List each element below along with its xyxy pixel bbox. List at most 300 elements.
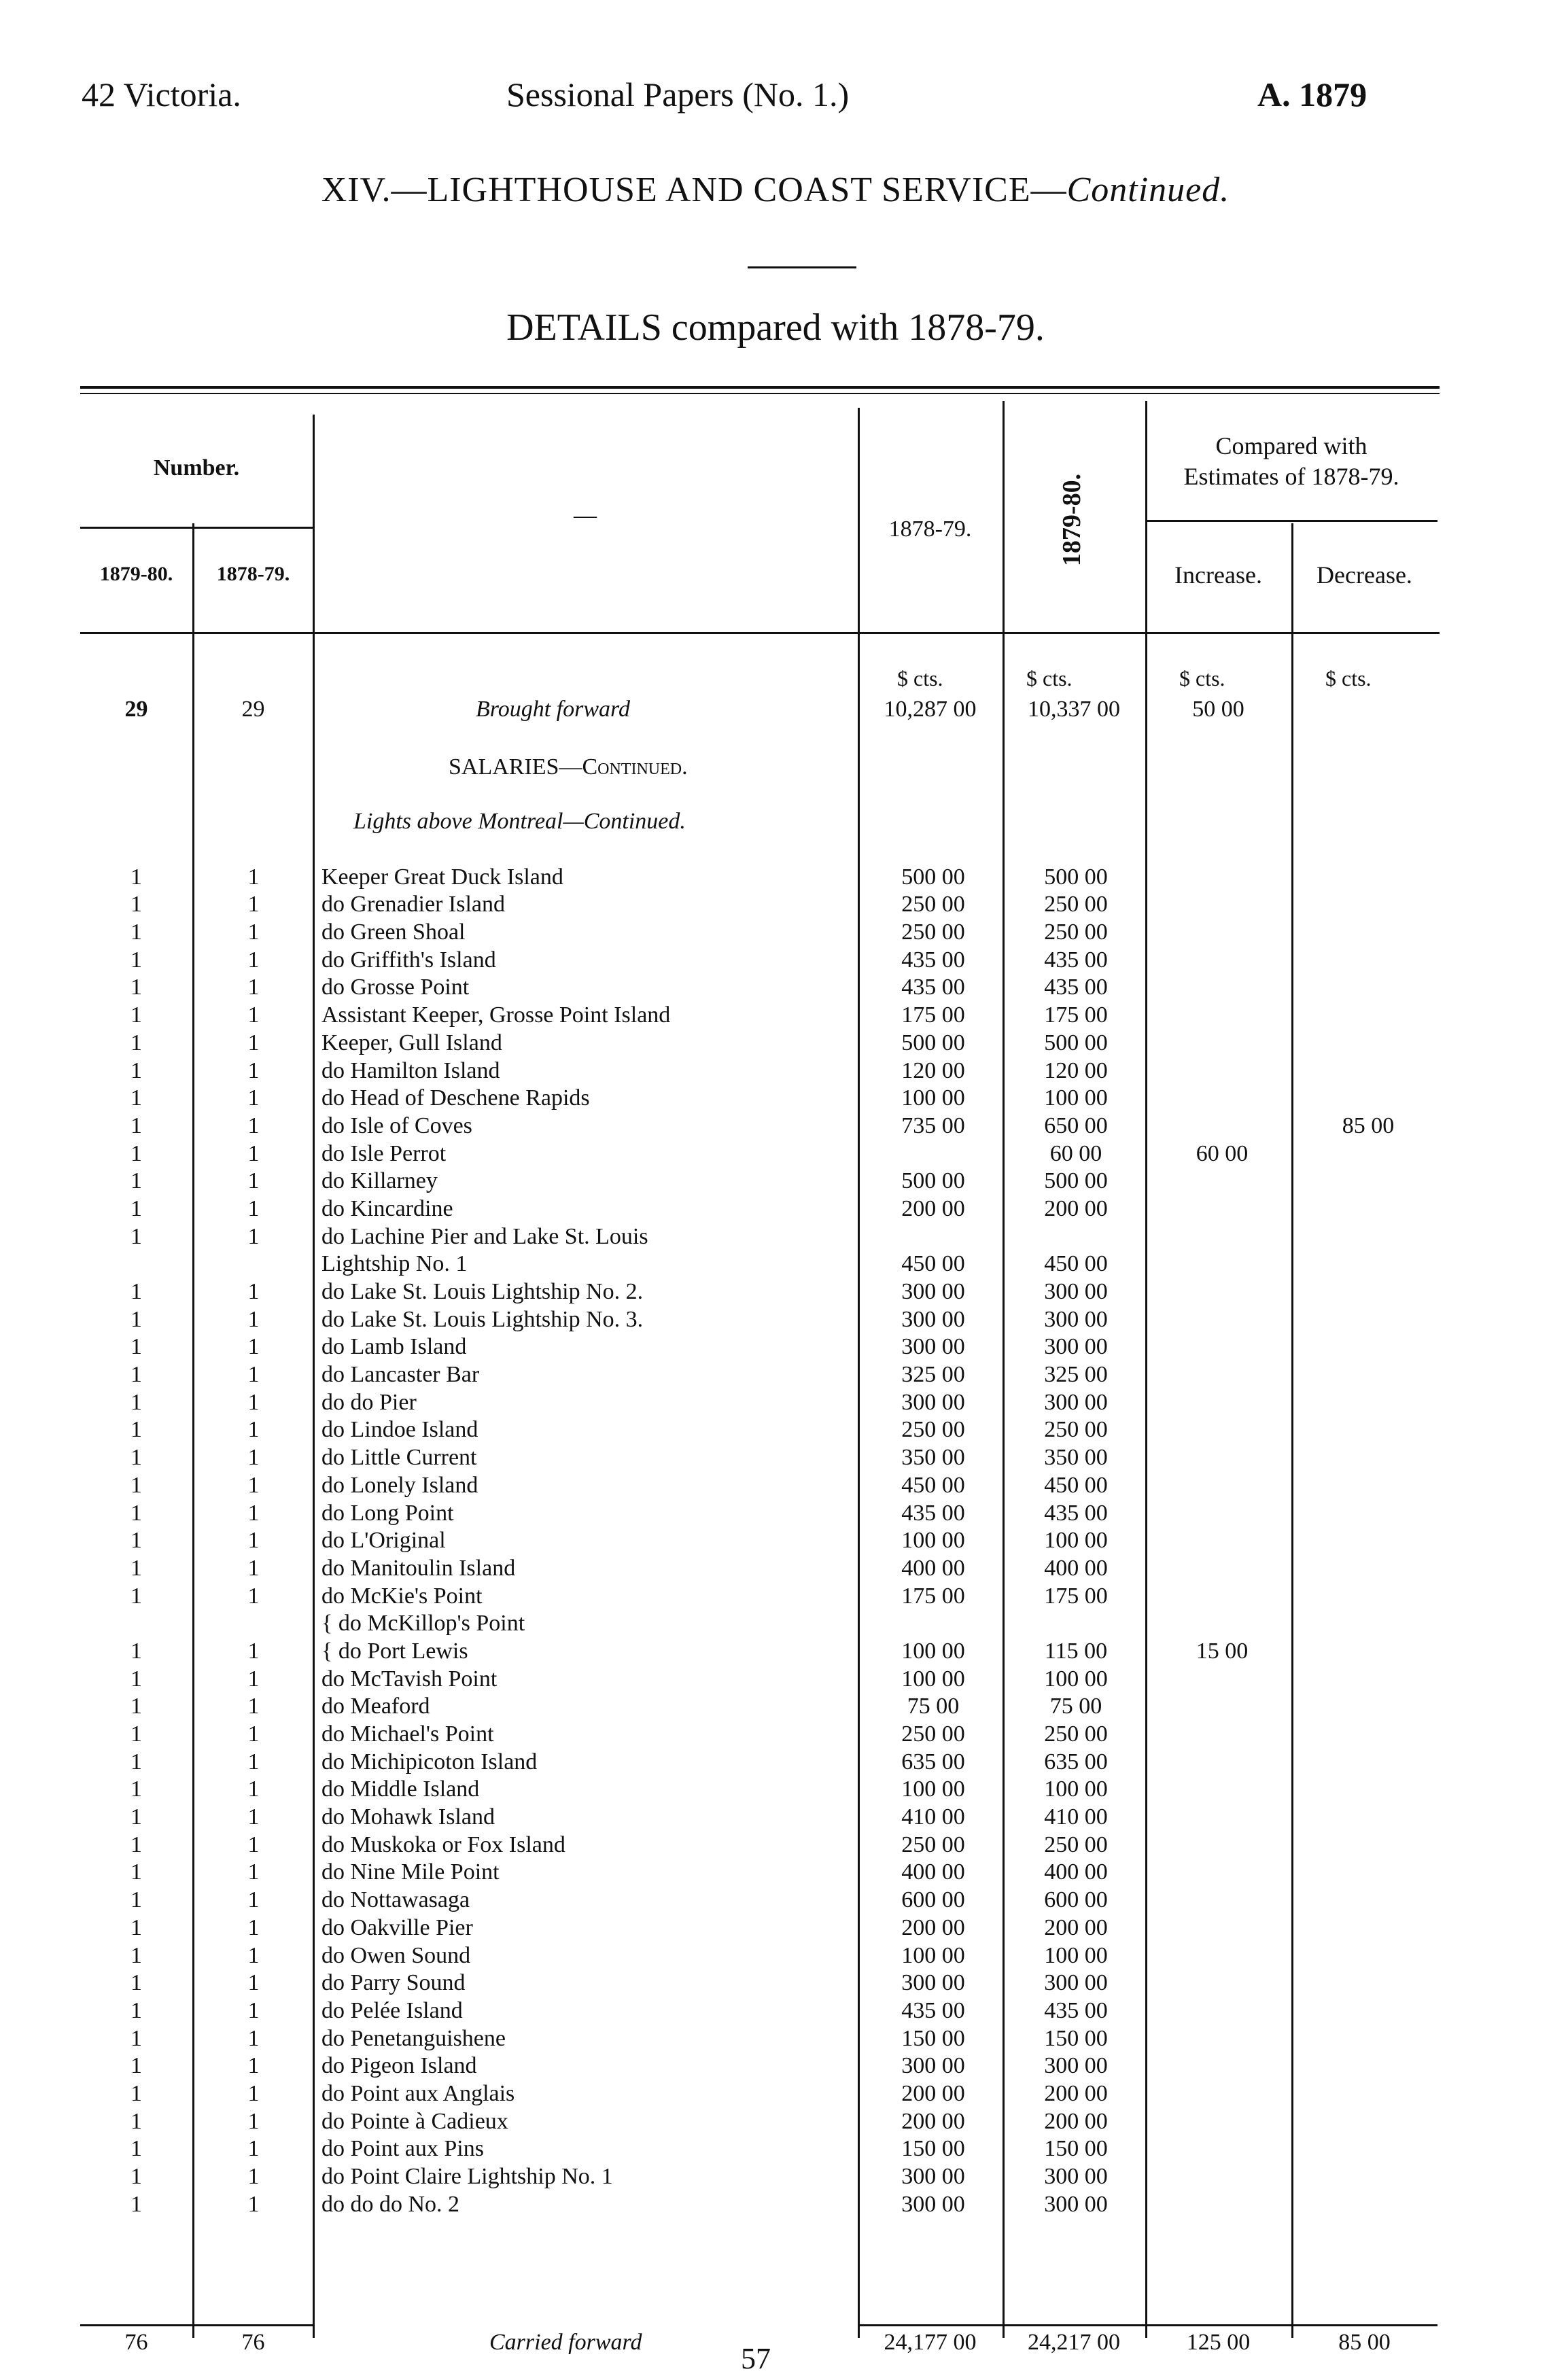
row-description: { do Port Lewis	[321, 1638, 468, 1664]
cf-a80: 24,217 00	[1028, 2330, 1120, 2355]
row-amount-1878-79: 325 00	[901, 1362, 965, 1388]
row-decrease	[1293, 1995, 1443, 2023]
row-increase	[1151, 2161, 1293, 2189]
table-row	[80, 1581, 1443, 1609]
cf-n80: 76	[124, 2330, 148, 2355]
row-number-1879-80: 1	[130, 2108, 142, 2134]
row-number-1879-80: 1	[130, 864, 142, 890]
row-amount-1879-80: 435 00	[1044, 1500, 1108, 1526]
row-number-1878-79: 1	[247, 1777, 260, 1802]
table-row	[80, 945, 1443, 973]
table-row	[80, 1912, 1443, 1940]
row-number-1879-80: 1	[130, 1638, 142, 1664]
row-number-1878-79: 1	[247, 2136, 260, 2162]
cf-dec: 85 00	[1338, 2330, 1391, 2355]
table-row	[80, 2189, 1443, 2217]
row-amount-1878-79: 200 00	[901, 1914, 965, 1940]
row-description: do Killarney	[321, 1168, 438, 1194]
row-number-1879-80: 1	[130, 1417, 142, 1443]
row-decrease	[1293, 1581, 1443, 1609]
row-description: do Manitoulin Island	[321, 1555, 516, 1581]
table-row	[80, 917, 1443, 945]
row-increase	[1151, 1526, 1293, 1554]
row-increase	[1151, 1442, 1293, 1470]
row-description: do Lamb Island	[321, 1334, 467, 1360]
row-number-1878-79: 1	[247, 1555, 260, 1581]
row-decrease	[1293, 1221, 1443, 1249]
row-number-1879-80: 1	[130, 1195, 142, 1221]
table-row	[80, 1526, 1443, 1554]
row-amount-1879-80: 325 00	[1044, 1362, 1108, 1388]
row-description: do Grenadier Island	[321, 892, 506, 917]
row-description: do Kincardine	[321, 1195, 453, 1221]
row-increase	[1151, 1995, 1293, 2023]
row-description: do do Pier	[321, 1389, 417, 1415]
row-amount-1878-79: 300 00	[901, 2191, 965, 2217]
row-amount-1879-80: 300 00	[1044, 2191, 1108, 2217]
bf-a79: 10,287 00	[884, 697, 977, 722]
row-decrease	[1293, 1747, 1443, 1774]
row-description: do Lonely Island	[321, 1472, 478, 1498]
table-row	[80, 1830, 1443, 1857]
row-number-1879-80: 1	[130, 1583, 142, 1609]
row-increase	[1151, 1276, 1293, 1304]
row-increase	[1151, 973, 1293, 1000]
row-number-1878-79: 1	[247, 1914, 260, 1940]
row-increase	[1151, 1249, 1293, 1277]
row-description: do Penetanguishene	[321, 2025, 506, 2051]
row-number-1878-79: 1	[247, 1583, 260, 1609]
table-row	[80, 1083, 1443, 1111]
row-description: do Lake St. Louis Lightship No. 2.	[321, 1279, 644, 1304]
cf-a79: 24,177 00	[884, 2330, 977, 2355]
row-increase	[1151, 1359, 1293, 1387]
row-number-1878-79: 1	[247, 2191, 260, 2217]
row-amount-1879-80: 400 00	[1044, 1555, 1108, 1581]
row-amount-1879-80: 120 00	[1044, 1057, 1108, 1083]
row-number-1879-80: 1	[130, 1334, 142, 1360]
row-number-1878-79: 1	[247, 1085, 260, 1111]
row-increase	[1151, 1304, 1293, 1332]
row-number-1879-80: 1	[130, 1694, 142, 1719]
row-amount-1879-80: 500 00	[1044, 1030, 1108, 1055]
row-number-1879-80: 1	[130, 1389, 142, 1415]
row-amount-1878-79: 100 00	[901, 1085, 965, 1111]
row-amount-1878-79: 75 00	[907, 1694, 960, 1719]
row-amount-1878-79: 150 00	[901, 2025, 965, 2051]
col-number: Number.	[153, 455, 240, 480]
row-description: do Michael's Point	[321, 1721, 494, 1747]
row-number-1879-80: 1	[130, 892, 142, 917]
row-number-1879-80: 1	[130, 1528, 142, 1554]
row-description: Lightship No. 1	[321, 1251, 468, 1277]
row-description: do Griffith's Island	[321, 947, 496, 973]
row-decrease	[1293, 1359, 1443, 1387]
header-right: A. 1879	[1257, 75, 1367, 113]
row-description: do Michipicoton Island	[321, 1749, 538, 1774]
row-increase	[1151, 1028, 1293, 1055]
row-decrease	[1293, 1498, 1443, 1526]
row-number-1879-80: 1	[130, 2164, 142, 2189]
row-increase	[1151, 1055, 1293, 1083]
row-decrease	[1293, 1442, 1443, 1470]
row-number-1879-80	[80, 1609, 192, 1637]
row-number-1878-79: 1	[247, 1445, 260, 1471]
row-amount-1879-80: 250 00	[1044, 920, 1108, 945]
row-description: { do McKillop's Point	[321, 1611, 525, 1637]
row-increase	[1151, 1470, 1293, 1498]
row-amount-1879-80: 250 00	[1044, 892, 1108, 917]
bf-label: Brought forward	[476, 697, 631, 722]
row-number-1878-79: 1	[247, 1362, 260, 1388]
row-description: do Oakville Pier	[321, 1914, 473, 1940]
row-increase	[1151, 1802, 1293, 1830]
row-number-1878-79: 1	[247, 1970, 260, 1996]
row-decrease	[1293, 1193, 1443, 1221]
salaries-subhead: SALARIES—Continued.	[449, 754, 688, 780]
row-increase	[1151, 1940, 1293, 1968]
row-number-1879-80: 1	[130, 2053, 142, 2079]
row-decrease	[1293, 1138, 1443, 1166]
row-number-1879-80: 1	[130, 1970, 142, 1996]
table-row	[80, 1747, 1443, 1774]
row-increase	[1151, 1885, 1293, 1912]
row-amount-1878-79: 435 00	[901, 1997, 965, 2023]
row-number-1878-79: 1	[247, 1334, 260, 1360]
row-number-1878-79: 1	[247, 1417, 260, 1443]
row-amount-1878-79: 410 00	[901, 1804, 965, 1830]
row-increase	[1151, 1774, 1293, 1802]
row-increase	[1151, 2023, 1293, 2051]
compared-sub-rule	[1145, 520, 1437, 522]
row-amount-1879-80	[1001, 1609, 1151, 1637]
row-amount-1878-79: 175 00	[901, 1583, 965, 1609]
row-decrease	[1293, 945, 1443, 973]
table-row	[80, 1028, 1443, 1055]
row-decrease	[1293, 1912, 1443, 1940]
row-number-1879-80: 1	[130, 2025, 142, 2051]
row-decrease	[1293, 1166, 1443, 1194]
row-increase	[1151, 1609, 1293, 1637]
header-center: Sessional Papers (No. 1.)	[506, 75, 850, 113]
cf-inc: 125 00	[1186, 2330, 1251, 2355]
row-amount-1878-79: 200 00	[901, 2108, 965, 2134]
row-amount-1878-79: 100 00	[901, 1666, 965, 1692]
row-increase	[1151, 1000, 1293, 1028]
row-number-1879-80: 1	[130, 2136, 142, 2162]
row-amount-1878-79: 400 00	[901, 1859, 965, 1885]
row-description: do Head of Deschene Rapids	[321, 1085, 590, 1111]
row-decrease	[1293, 917, 1443, 945]
table-row	[80, 1498, 1443, 1526]
row-increase	[1151, 945, 1293, 973]
row-description: Assistant Keeper, Grosse Point Island	[321, 1002, 671, 1028]
row-number-1878-79	[192, 1609, 315, 1637]
table-row	[80, 890, 1443, 917]
row-amount-1878-79: 150 00	[901, 2136, 965, 2162]
row-amount-1879-80: 300 00	[1044, 1306, 1108, 1332]
row-decrease	[1293, 2189, 1443, 2217]
row-description: do Pointe à Cadieux	[321, 2108, 508, 2134]
row-number-1879-80: 1	[130, 1472, 142, 1498]
table-row	[80, 1857, 1443, 1885]
table-row	[80, 1249, 1443, 1277]
row-amount-1879-80: 175 00	[1044, 1002, 1108, 1028]
row-number-1879-80: 1	[130, 1085, 142, 1111]
table-row	[80, 1553, 1443, 1581]
top-rule-2	[80, 393, 1440, 394]
row-increase	[1151, 862, 1293, 890]
row-description: do Point Claire Lightship No. 1	[321, 2164, 613, 2189]
row-number-1878-79: 1	[247, 1887, 260, 1913]
table-row	[80, 1304, 1443, 1332]
bf-n80: 29	[124, 697, 148, 722]
row-increase	[1151, 1830, 1293, 1857]
row-number-1879-80: 1	[130, 947, 142, 973]
row-description: do Isle Perrot	[321, 1140, 447, 1166]
row-number-1879-80: 1	[130, 1666, 142, 1692]
row-description: Keeper Great Duck Island	[321, 864, 563, 890]
table-row	[80, 2161, 1443, 2189]
row-amount-1878-79: 250 00	[901, 920, 965, 945]
row-amount-1879-80: 300 00	[1044, 1279, 1108, 1304]
row-amount-1879-80: 100 00	[1044, 1528, 1108, 1554]
col-1879-80: 1879-80.	[1058, 473, 1086, 567]
table-row	[80, 1664, 1443, 1692]
row-number-1878-79: 1	[247, 975, 260, 1000]
row-decrease	[1293, 1609, 1443, 1637]
table-row	[80, 1692, 1443, 1719]
bf-a80: 10,337 00	[1028, 697, 1120, 722]
row-number-1878-79: 1	[247, 1140, 260, 1166]
row-description: do Pigeon Island	[321, 2053, 477, 2079]
row-decrease	[1293, 1332, 1443, 1360]
row-number-1878-79: 1	[247, 1666, 260, 1692]
table-row	[80, 1415, 1443, 1443]
row-increase	[1151, 1968, 1293, 1996]
bf-inc: 50 00	[1192, 697, 1244, 722]
row-amount-1879-80: 450 00	[1044, 1472, 1108, 1498]
table-row	[80, 1940, 1443, 1968]
row-increase	[1151, 2078, 1293, 2106]
row-number-1878-79: 1	[247, 1279, 260, 1304]
row-number-1878-79: 1	[247, 1168, 260, 1194]
row-amount-1879-80: 250 00	[1044, 1721, 1108, 1747]
row-increase	[1151, 1083, 1293, 1111]
row-increase	[1151, 2189, 1293, 2217]
row-number-1879-80: 1	[130, 1942, 142, 1968]
table-row	[80, 1138, 1443, 1166]
section-title	[0, 170, 1551, 210]
row-amount-1879-80: 300 00	[1044, 1970, 1108, 1996]
row-amount-1879-80: 100 00	[1044, 1777, 1108, 1802]
row-decrease	[1293, 1028, 1443, 1055]
row-amount-1878-79: 350 00	[901, 1445, 965, 1471]
row-number-1879-80: 1	[130, 1168, 142, 1194]
row-number-1878-79: 1	[247, 864, 260, 890]
row-number-1879-80: 1	[130, 975, 142, 1000]
row-amount-1879-80: 175 00	[1044, 1583, 1108, 1609]
row-description: do Lachine Pier and Lake St. Louis	[321, 1223, 648, 1249]
row-increase	[1151, 1553, 1293, 1581]
row-number-1878-79: 1	[247, 1832, 260, 1857]
row-amount-1879-80: 300 00	[1044, 2053, 1108, 2079]
row-decrease	[1293, 1055, 1443, 1083]
row-number-1878-79: 1	[247, 2108, 260, 2134]
table-row	[80, 2051, 1443, 2079]
row-amount-1879-80: 100 00	[1044, 1666, 1108, 1692]
table-row	[80, 1719, 1443, 1747]
unit-decrease: $ cts.	[1325, 666, 1372, 690]
row-amount-1878-79: 100 00	[901, 1942, 965, 1968]
row-amount-1878-79: 435 00	[901, 975, 965, 1000]
row-decrease	[1293, 1304, 1443, 1332]
row-amount-1879-80: 435 00	[1044, 975, 1108, 1000]
row-increase	[1151, 1193, 1293, 1221]
row-number-1878-79: 1	[247, 892, 260, 917]
row-decrease	[1293, 1692, 1443, 1719]
row-amount-1879-80: 650 00	[1044, 1113, 1108, 1138]
row-number-1878-79: 1	[247, 1306, 260, 1332]
cf-label: Carried forward	[489, 2330, 642, 2355]
table-row	[80, 862, 1443, 890]
row-description: do Nine Mile Point	[321, 1859, 500, 1885]
row-decrease	[1293, 1885, 1443, 1912]
table-row	[80, 1636, 1443, 1664]
row-increase	[1151, 1221, 1293, 1249]
row-increase	[1151, 1912, 1293, 1940]
row-amount-1878-79	[865, 1221, 1001, 1249]
row-amount-1878-79	[865, 1609, 1001, 1637]
row-amount-1878-79: 300 00	[901, 1970, 965, 1996]
row-amount-1879-80: 115 00	[1044, 1638, 1108, 1664]
row-increase	[1151, 2106, 1293, 2134]
row-number-1878-79: 1	[247, 1694, 260, 1719]
row-number-1878-79: 1	[247, 2080, 260, 2106]
row-number-1878-79	[192, 1249, 315, 1277]
row-number-1879-80: 1	[130, 1914, 142, 1940]
row-decrease	[1293, 1553, 1443, 1581]
table-row	[80, 1774, 1443, 1802]
table-row	[80, 1802, 1443, 1830]
row-amount-1878-79: 735 00	[901, 1113, 965, 1138]
row-amount-1879-80: 200 00	[1044, 2108, 1108, 2134]
row-decrease	[1293, 1940, 1443, 1968]
row-increase: 15 00	[1196, 1638, 1249, 1664]
row-decrease	[1293, 2023, 1443, 2051]
row-increase	[1151, 1498, 1293, 1526]
row-number-1879-80: 1	[130, 2191, 142, 2217]
row-decrease	[1293, 1387, 1443, 1415]
title-rule	[748, 266, 856, 268]
page-number: 57	[741, 2342, 771, 2375]
row-amount-1878-79: 300 00	[901, 2164, 965, 2189]
row-description: do Isle of Coves	[321, 1113, 472, 1138]
row-decrease	[1293, 973, 1443, 1000]
table-row	[80, 1442, 1443, 1470]
row-decrease	[1293, 1526, 1443, 1554]
row-number-1879-80: 1	[130, 1859, 142, 1885]
row-number-1878-79: 1	[247, 1472, 260, 1498]
row-number-1879-80: 1	[130, 1306, 142, 1332]
col-compared-2: Estimates of 1878-79.	[1183, 463, 1399, 490]
row-number-1878-79: 1	[247, 920, 260, 945]
row-decrease	[1293, 1000, 1443, 1028]
row-description: do Lindoe Island	[321, 1417, 478, 1443]
total-rule-left	[80, 2324, 313, 2326]
table-row	[80, 1387, 1443, 1415]
row-increase	[1151, 2134, 1293, 2162]
row-number-1878-79: 1	[247, 1030, 260, 1055]
table-row	[80, 2078, 1443, 2106]
row-decrease	[1293, 1636, 1443, 1664]
row-description: do McTavish Point	[321, 1666, 498, 1692]
table-row	[80, 1332, 1443, 1360]
row-amount-1879-80: 100 00	[1044, 1942, 1108, 1968]
row-decrease	[1293, 2134, 1443, 2162]
row-decrease	[1293, 2161, 1443, 2189]
row-description: do Long Point	[321, 1500, 454, 1526]
row-increase	[1151, 1415, 1293, 1443]
row-description: do do do No. 2	[321, 2191, 460, 2217]
row-amount-1879-80: 500 00	[1044, 1168, 1108, 1194]
row-number-1879-80: 1	[130, 1223, 142, 1249]
row-amount-1879-80: 350 00	[1044, 1445, 1108, 1471]
row-decrease	[1293, 2051, 1443, 2079]
row-amount-1879-80: 400 00	[1044, 1859, 1108, 1885]
row-number-1878-79: 1	[247, 2053, 260, 2079]
row-amount-1878-79: 175 00	[901, 1002, 965, 1028]
row-increase	[1151, 1166, 1293, 1194]
row-number-1878-79: 1	[247, 1528, 260, 1554]
row-amount-1879-80: 410 00	[1044, 1804, 1108, 1830]
row-description: do Pelée Island	[321, 1997, 463, 2023]
col-n-1879-80: 1879-80.	[99, 563, 173, 585]
row-increase: 60 00	[1196, 1140, 1249, 1166]
row-decrease	[1293, 862, 1443, 890]
col-increase: Increase.	[1174, 561, 1262, 589]
row-number-1878-79: 1	[247, 1749, 260, 1774]
row-amount-1878-79: 200 00	[901, 1195, 965, 1221]
table-row	[80, 1609, 1443, 1637]
row-number-1879-80: 1	[130, 1997, 142, 2023]
row-amount-1879-80: 250 00	[1044, 1417, 1108, 1443]
table-row	[80, 1055, 1443, 1083]
row-amount-1878-79	[865, 1138, 1001, 1166]
row-number-1878-79: 1	[247, 1997, 260, 2023]
col-n-1878-79: 1878-79.	[216, 563, 290, 585]
row-number-1879-80: 1	[130, 1555, 142, 1581]
table-row	[80, 2106, 1443, 2134]
row-number-1879-80: 1	[130, 1279, 142, 1304]
row-increase	[1151, 1581, 1293, 1609]
row-description: do Green Shoal	[321, 920, 466, 945]
col-decrease: Decrease.	[1317, 561, 1412, 589]
row-number-1879-80: 1	[130, 1057, 142, 1083]
row-number-1879-80: 1	[130, 1362, 142, 1388]
row-amount-1879-80: 75 00	[1049, 1694, 1102, 1719]
number-sub-rule	[80, 527, 313, 529]
row-amount-1878-79: 100 00	[901, 1528, 965, 1554]
row-number-1879-80: 1	[130, 1445, 142, 1471]
section-title-continued: Continued.	[1066, 171, 1230, 209]
row-increase	[1151, 917, 1293, 945]
row-description: do Meaford	[321, 1694, 430, 1719]
row-number-1879-80: 1	[130, 1002, 142, 1028]
row-description: do Middle Island	[321, 1777, 480, 1802]
row-amount-1879-80: 450 00	[1044, 1251, 1108, 1277]
row-amount-1878-79: 120 00	[901, 1057, 965, 1083]
